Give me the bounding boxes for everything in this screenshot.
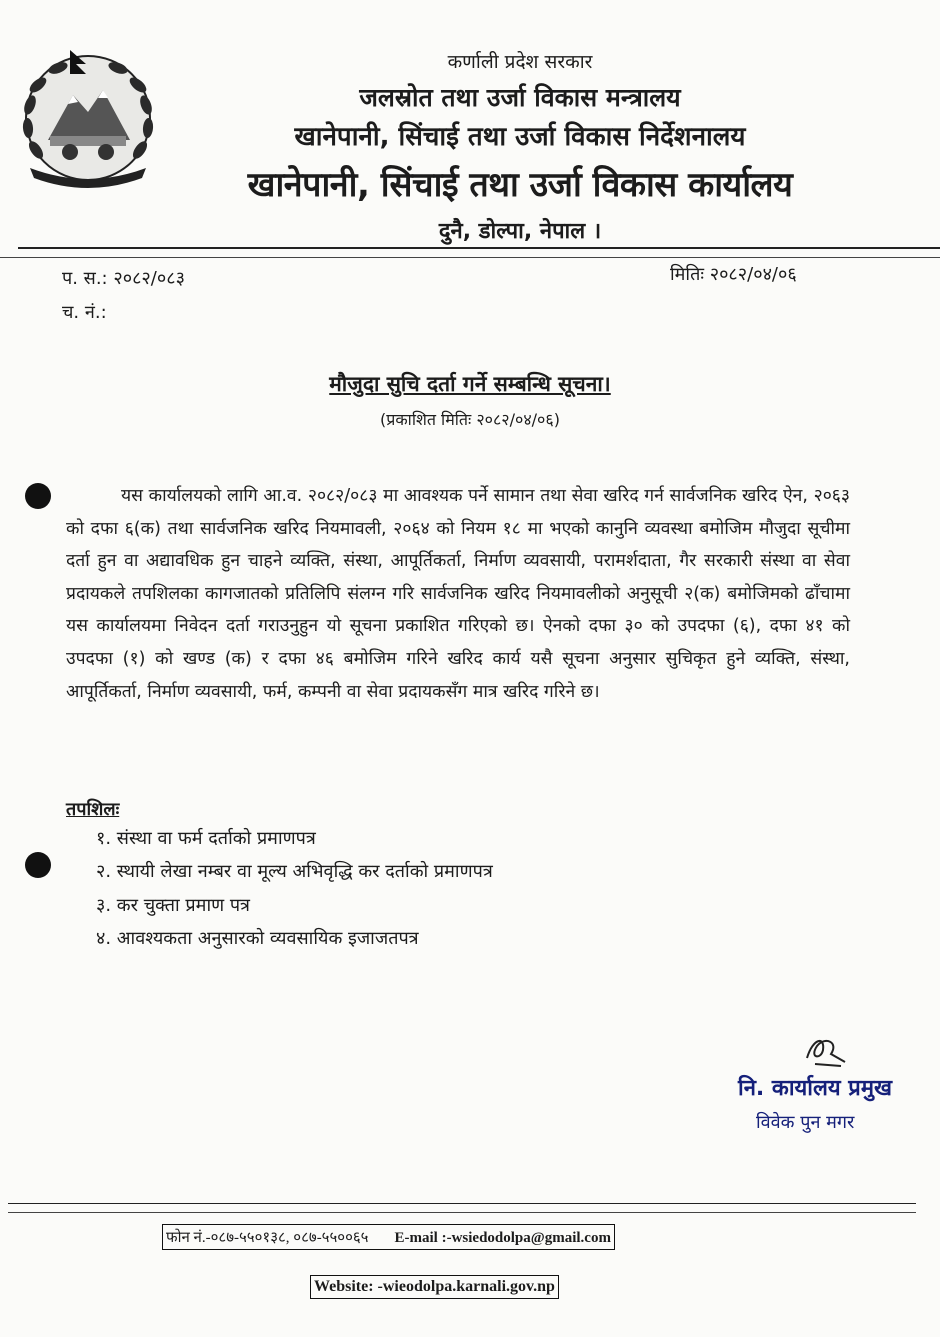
header-divider-thin xyxy=(0,257,940,258)
contact-box xyxy=(162,1224,615,1250)
punch-hole-mark xyxy=(25,852,51,878)
signature-mark xyxy=(795,1028,855,1073)
header-divider xyxy=(18,247,940,249)
notice-body: यस कार्यालयको लागि आ.व. २०८२/०८३ मा आवश्यक पर्ने सामान तथा सेवा खरिद गर्न सार्वजनिक खरिद ऐन, २०६३ को दफा ६(क) तथा सार्वजनिक खरिद नियमावली, २०६४ को नियम १८ मा भएको कानुनि व्यवस्था बमोजिम मौजुदा सूचीमा दर्ता हुन वा अद्यावधिक हुन चाहने व्यक्ति, संस्था, आपूर्तिकर्ता, निर्माण व्यवसायी, परामर्शदाता, गैर सरकारी संस्था वा सेवा प्रदायकले तपशिलका कागजातको प्रतिलिपि संलग्न गरि सार्वजनिक खरिद नियमावलीको अनुसूची २(क) बमोजिमको ढाँचामा यस कार्यालयमा निवेदन दर्ता गराउनुहुन यो सूचना प्रकाशित गरिएको छ। ऐनको दफा ३० को उपदफा (६), दफा ४१ को उपदफा (१) को खण्ड (क) र दफा ४६ बमोजिम गरिने खरिद कार्य यसै सूचना अनुसार सुचिकृत हुने व्यक्ति, संस्था, आपूर्तिकर्ता, निर्माण व्यवसायी, फर्म, कम्पनी वा सेवा प्रदायकसँग मात्र खरिद गरिने छ। xyxy=(66,486,850,702)
phone-numbers: फोन नं.-०८७-५५०१३८, ०८७-५५००६५ xyxy=(166,1230,369,1246)
website-link[interactable]: Website: -wieodolpa.karnali.gov.np xyxy=(310,1275,559,1299)
list-item: २. स्थायी लेखा नम्बर वा मूल्य अभिवृद्धि कर दर्ताको प्रमाणपत्र xyxy=(96,861,493,882)
letterhead-office: खानेपानी, सिंचाई तथा उर्जा विकास कार्यालय xyxy=(247,165,793,205)
letterhead-directorate: खानेपानी, सिंचाई तथा उर्जा विकास निर्देशनालय xyxy=(294,122,746,152)
chalani-number: च. नं.: xyxy=(62,302,107,323)
letterhead-ministry: जलस्रोत तथा उर्जा विकास मन्त्रालय xyxy=(359,83,681,112)
list-item: ३. कर चुक्ता प्रमाण पत्र xyxy=(96,895,250,916)
footer-divider-thin xyxy=(8,1212,916,1213)
list-item: ४. आवश्यकता अनुसारको व्यवसायिक इजाजतपत्र xyxy=(96,928,419,949)
punch-hole-mark xyxy=(25,483,51,509)
letterhead-province: कर्णाली प्रदेश सरकार xyxy=(447,51,593,73)
email-address[interactable]: E-mail :-wsiedodolpa@gmail.com xyxy=(394,1230,611,1246)
signatory-title: नि. कार्यालय प्रमुख xyxy=(738,1076,892,1101)
notice-title xyxy=(0,370,940,398)
notice-title-text: मौजुदा सुचि दर्ता गर्ने सम्बन्धि सूचना। xyxy=(329,372,611,396)
list-item: १. संस्था वा फर्म दर्ताको प्रमाणपत्र xyxy=(96,828,316,849)
attachments-heading: तपशिलः xyxy=(66,799,120,820)
footer-divider xyxy=(8,1203,916,1204)
published-date: (प्रकाशित मितिः २०८२/०४/०६) xyxy=(380,410,560,429)
signatory-name: विवेक पुन मगर xyxy=(756,1112,855,1133)
letter-date: मितिः २०८२/०४/०६ xyxy=(670,264,797,285)
reference-number: प. स.: २०८२/०८३ xyxy=(62,268,185,289)
letterhead-address: दुनै, डोल्पा, नेपाल । xyxy=(438,219,602,244)
